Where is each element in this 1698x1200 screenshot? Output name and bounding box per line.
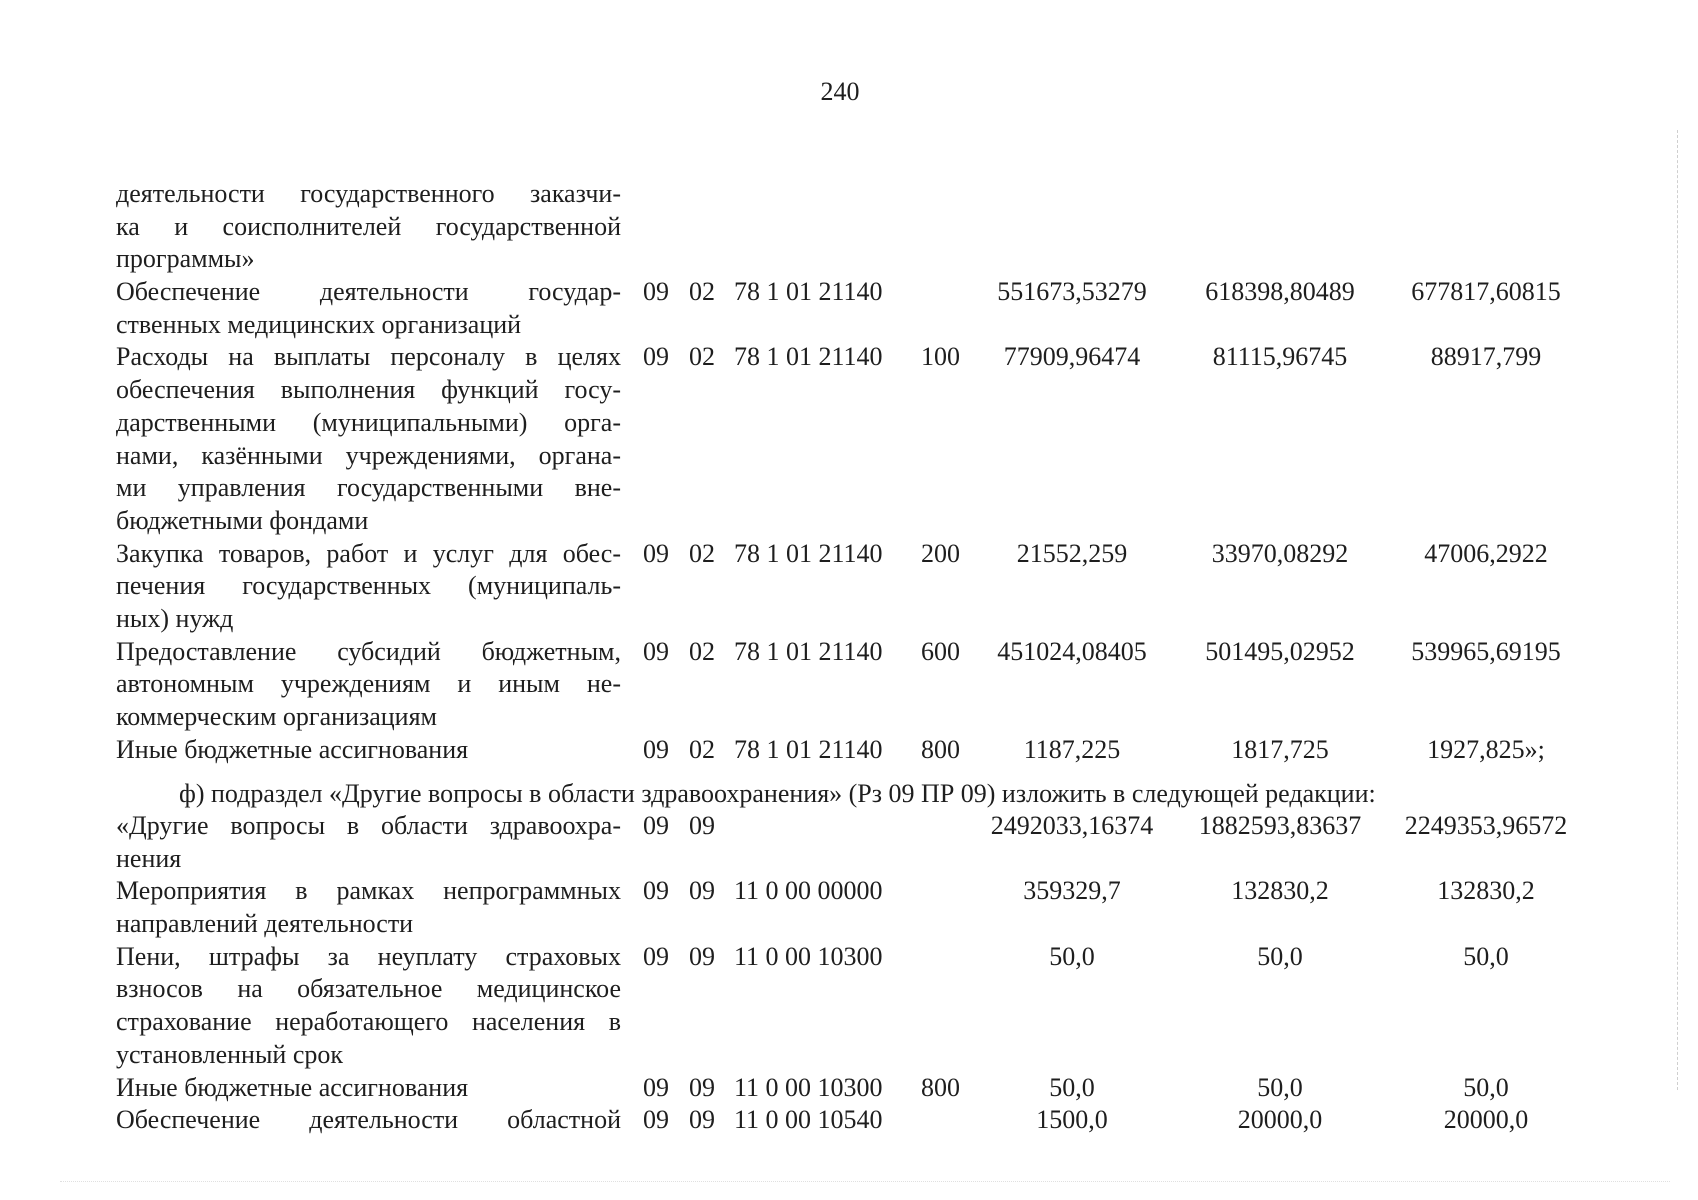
amount-column-1: 50,0 [1049,1072,1095,1102]
table-row [0,875,1698,940]
amendment-instruction: ф) подраздел «Другие вопросы в области здравоохранения» (Рз 09 ПР 09) изложить в следующей редакции: [179,779,1376,808]
expense-type-code: 600 [921,636,960,666]
scan-edge-line [1677,130,1678,1090]
section-code: 09 [643,538,669,568]
amount-column-3: 50,0 [1463,1072,1509,1102]
expense-type-code: 200 [921,538,960,568]
expense-type-code: 100 [921,342,960,372]
amount-column-1: 551673,53279 [997,277,1147,307]
description-line: Мероприятия в рамках непрограммных [116,876,621,906]
subsection-code: 09 [689,1105,715,1135]
amount-column-2: 33970,08292 [1211,538,1349,568]
expense-type-code: 800 [921,1072,960,1102]
table-row [0,1072,1698,1105]
target-article-code: 11 0 00 10540 [734,1105,883,1135]
description-line: направлений деятельности [116,909,414,939]
subsection-code: 02 [689,636,715,666]
amount-column-2: 50,0 [1257,941,1303,971]
amount-column-1: 77909,96474 [1003,342,1141,372]
subsection-code: 02 [689,734,715,764]
table-row [0,636,1698,734]
table-row [0,941,1698,1072]
amount-column-3: 47006,2922 [1424,538,1548,568]
description-line: программы» [116,244,255,274]
scan-bottom-line [60,1181,1670,1182]
amount-column-1: 451024,08405 [997,636,1147,666]
expense-type-code: 800 [921,734,960,764]
target-article-code: 78 1 01 21140 [734,538,883,568]
subsection-code: 02 [689,277,715,307]
target-article-code: 78 1 01 21140 [734,342,883,372]
description-line: Предоставление субсидий бюджетным, [116,636,621,666]
section-code: 09 [643,1072,669,1102]
description-line: ка и соисполнителей государственной [116,211,621,241]
amount-column-2: 132830,2 [1231,876,1329,906]
table-row [0,734,1698,767]
section-code: 09 [643,876,669,906]
description-line: Обеспечение деятельности областной [116,1105,621,1135]
table-row [0,1104,1698,1137]
description-line: взносов на обязательное медицинское [116,974,621,1004]
amount-column-1: 50,0 [1049,941,1095,971]
row-description [116,734,621,767]
budget-table-part-2 [0,810,1698,1137]
description-line: установленный срок [116,1039,344,1069]
amount-column-1: 1187,225 [1023,734,1121,764]
description-line: Обеспечение деятельности государ- [116,277,621,307]
amount-column-3: 1927,825»; [1427,734,1545,764]
amount-column-2: 1817,725 [1231,734,1329,764]
row-description [116,1072,621,1105]
description-line: автономным учреждениям и иным не- [116,669,621,699]
target-article-code: 78 1 01 21140 [734,636,883,666]
amount-column-1: 359329,7 [1023,876,1121,906]
description-line: бюджетными фондами [116,505,369,535]
description-line: ственных медицинских организаций [116,309,522,339]
amount-column-1: 1500,0 [1036,1105,1108,1135]
amount-column-3: 539965,69195 [1411,636,1561,666]
budget-table-part-1 [0,178,1698,766]
amount-column-1: 2492033,16374 [990,811,1154,840]
section-code: 09 [643,734,669,764]
description-line: ми управления государственными вне- [116,473,621,503]
target-article-code: 11 0 00 10300 [734,941,883,971]
description-line: деятельности государственного заказчи- [116,179,621,208]
row-description [116,1104,621,1137]
row-description [116,276,621,341]
amount-column-2: 20000,0 [1237,1105,1323,1135]
amount-column-3: 20000,0 [1443,1105,1529,1135]
amount-column-3: 88917,799 [1430,342,1542,372]
section-code: 09 [643,941,669,971]
subsection-code: 02 [689,538,715,568]
amount-column-2: 50,0 [1257,1072,1303,1102]
table-row [0,276,1698,341]
amount-column-2: 81115,96745 [1212,342,1348,372]
description-line: Иные бюджетные ассигнования [116,1072,469,1102]
row-description [116,636,621,734]
table-row [0,178,1698,276]
description-line: «Другие вопросы в области здравоохра- [116,811,621,840]
description-line: нами, казёнными учреждениями, органа- [116,440,621,470]
subsection-code: 09 [689,941,715,971]
amount-column-3: 2249353,96572 [1404,811,1568,840]
subsection-code: 09 [689,876,715,906]
description-line: обеспечения выполнения функций госу- [116,375,621,405]
description-line: дарственными (муниципальными) орга- [116,407,621,437]
table-row [0,810,1698,875]
target-article-code: 78 1 01 21140 [734,277,883,307]
description-line: коммерческим организациям [116,702,438,731]
section-code: 09 [643,277,669,307]
table-row [0,538,1698,636]
section-code: 09 [643,1105,669,1135]
subsection-code: 02 [689,342,715,372]
table-row [0,341,1698,537]
description-line: ных) нужд [116,603,234,633]
section-code: 09 [643,342,669,372]
section-code: 09 [643,636,669,666]
amount-column-1: 21552,259 [1016,538,1128,568]
description-line: Иные бюджетные ассигнования [116,734,469,764]
description-line: печения государственных (муниципаль- [116,571,621,601]
row-description [116,875,621,940]
description-line: нения [116,843,182,873]
target-article-code: 11 0 00 00000 [734,876,883,906]
row-description [116,538,621,636]
subsection-code: 09 [689,811,715,840]
row-description [116,178,621,276]
row-description [116,810,621,875]
amount-column-2: 618398,80489 [1205,277,1355,307]
target-article-code: 78 1 01 21140 [734,734,883,764]
amount-column-3: 132830,2 [1437,876,1535,906]
description-line: Пени, штрафы за неуплату страховых [116,941,621,971]
target-article-code: 11 0 00 10300 [734,1072,883,1102]
section-code: 09 [643,811,669,840]
description-line: Закупка товаров, работ и услуг для обес- [116,538,621,568]
row-description [116,941,621,1072]
page-number: 240 [820,77,860,106]
amount-column-2: 501495,02952 [1205,636,1355,666]
amount-column-2: 1882593,83637 [1198,811,1362,840]
description-line: страхование неработающего населения в [116,1007,621,1037]
description-line: Расходы на выплаты персоналу в целях [116,342,621,372]
row-description [116,341,621,537]
amount-column-3: 677817,60815 [1411,277,1561,307]
subsection-code: 09 [689,1072,715,1102]
amount-column-3: 50,0 [1463,941,1509,971]
